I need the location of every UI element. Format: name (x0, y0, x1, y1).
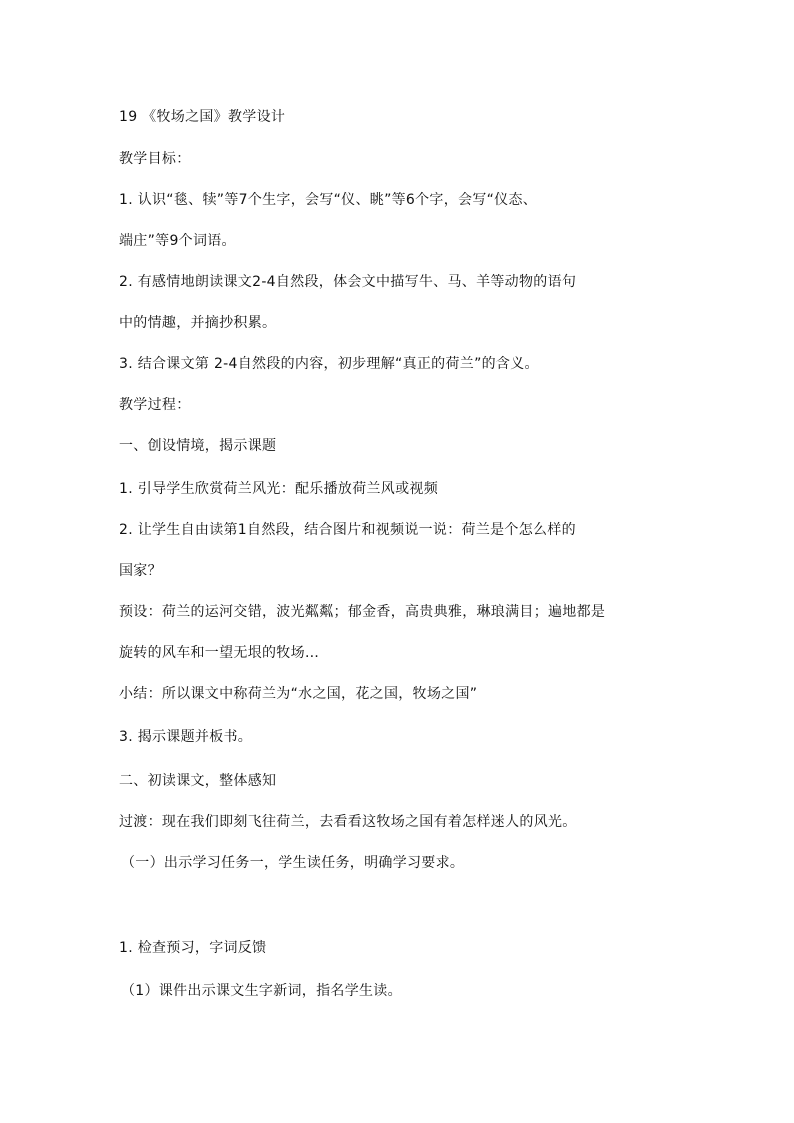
objective-line-3: 2. 有感情地朗读课文2-4自然段，体会文中描写牛、马、羊等动物的语句 (119, 274, 577, 290)
document-title: 19 《牧场之国》教学设计 (119, 109, 286, 125)
objectives-heading: 教学目标： (119, 151, 191, 167)
section1-item-5: 旋转的风车和一望无垠的牧场… (119, 645, 320, 661)
objective-line-5: 3. 结合课文第 2-4自然段的内容，初步理解“真正的荷兰”的含义。 (119, 356, 539, 372)
section2-check: 1. 检查预习，字词反馈 (119, 940, 267, 956)
section1-item-4: 预设：荷兰的运河交错，波光粼粼；郁金香，高贵典雅，琳琅满目；遍地都是 (119, 604, 606, 620)
section2-heading: 二、初读课文，整体感知 (119, 773, 277, 789)
objective-line-4: 中的情趣，并摘抄积累。 (119, 315, 277, 331)
section2-transition: 过渡：现在我们即刻飞往荷兰，去看看这牧场之国有着怎样迷人的风光。 (119, 814, 577, 830)
section2-task: （一）出示学习任务一，学生读任务，明确学习要求。 (121, 855, 465, 871)
section1-item-7: 3. 揭示课题并板书。 (119, 729, 253, 745)
section1-item-6: 小结：所以课文中称荷兰为“水之国，花之国，牧场之国” (119, 686, 478, 702)
section1-heading: 一、创设情境，揭示课题 (119, 438, 277, 454)
section1-item-1: 1. 引导学生欣赏荷兰风光：配乐播放荷兰风或视频 (119, 481, 439, 497)
process-heading: 教学过程： (119, 397, 191, 413)
section1-item-3: 国家？ (119, 563, 162, 579)
objective-line-2: 端庄”等9个词语。 (119, 233, 236, 249)
section1-item-2: 2. 让学生自由读第1自然段，结合图片和视频说一说：荷兰是个怎么样的 (119, 522, 576, 538)
section2-check-sub: （1）课件出示课文生字新词，指名学生读。 (121, 983, 402, 999)
objective-line-1: 1. 认识“毯、犊”等7个生字，会写“仪、眺”等6个字，会写“仪态、 (119, 192, 538, 208)
